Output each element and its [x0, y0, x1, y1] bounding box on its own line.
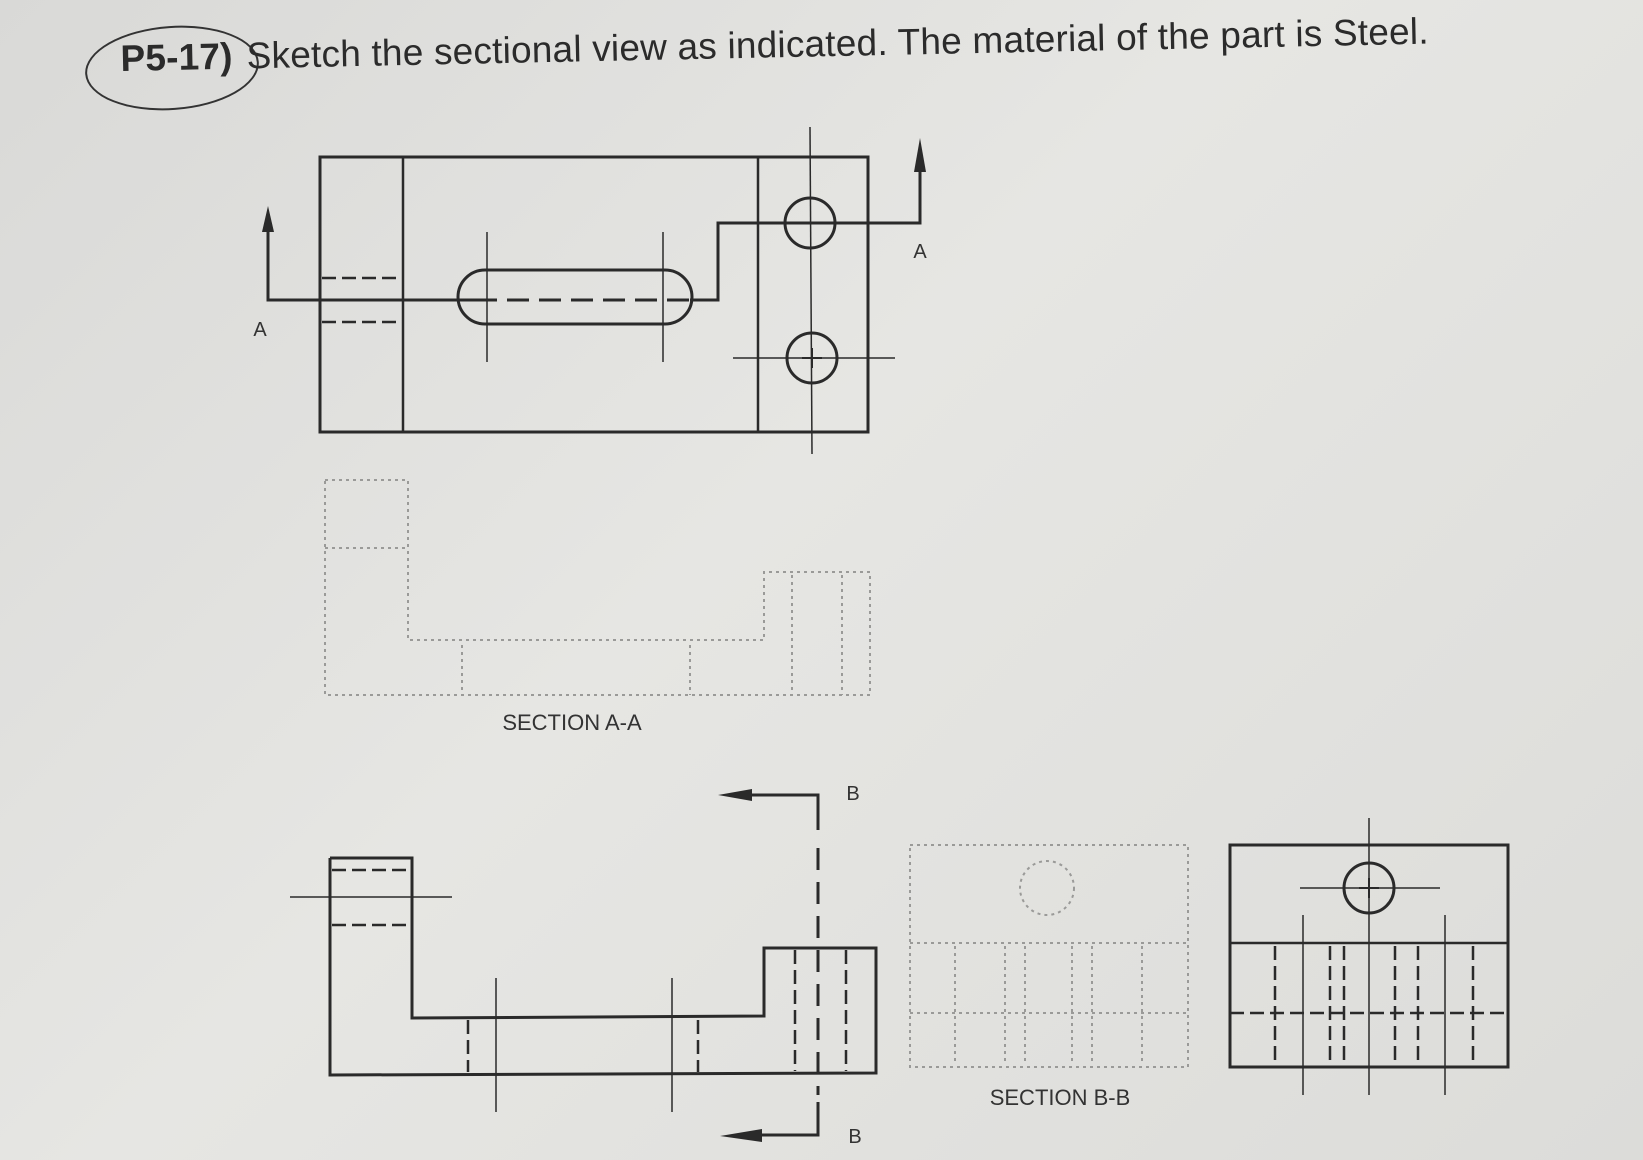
section-bb-guide	[910, 845, 1188, 1067]
front-view	[290, 789, 876, 1142]
section-aa-guide	[325, 480, 870, 695]
side-view	[1230, 818, 1508, 1095]
cutting-plane-a-left	[268, 225, 475, 300]
arrow-left-icon	[718, 789, 752, 801]
top-view	[262, 127, 926, 454]
cut-label-b-top: B	[846, 783, 860, 805]
section-aa-label: SECTION A-A	[502, 710, 642, 735]
problem-number: P5-17)	[120, 35, 234, 79]
cut-label-a-right: A	[913, 241, 927, 263]
arrow-left-icon	[720, 1129, 762, 1142]
cut-label-b-bottom: B	[848, 1126, 862, 1148]
hole-center-line	[810, 127, 812, 454]
problem-text: Sketch the sectional view as indicated. The material of the part is Steel.	[246, 10, 1430, 77]
cutting-plane-b-top	[746, 795, 818, 830]
cutting-plane-a-right	[690, 170, 920, 300]
section-bb-label: SECTION B-B	[989, 1085, 1131, 1110]
arrow-up-icon	[914, 138, 926, 172]
arrow-up-icon	[262, 206, 274, 232]
slot	[458, 270, 692, 324]
cut-label-a-left: A	[253, 319, 267, 341]
